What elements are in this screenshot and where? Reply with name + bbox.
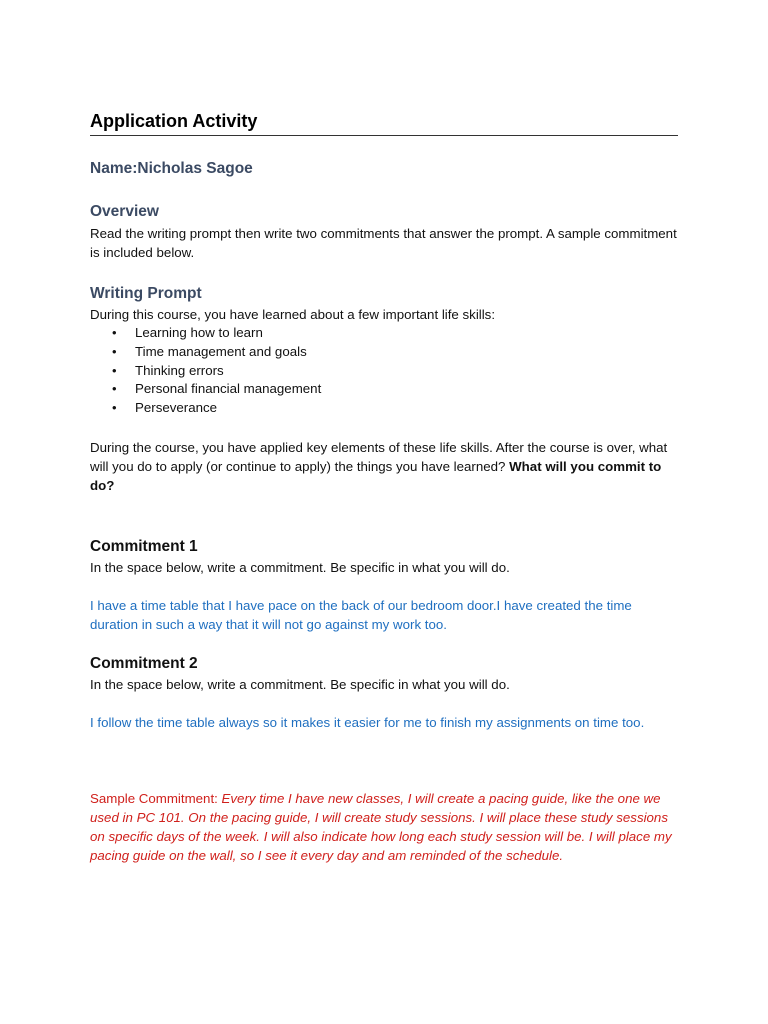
commitment-1-heading: Commitment 1	[90, 538, 198, 555]
overview-text: Read the writing prompt then write two commitments that answer the prompt. A sample commitment is included below.	[90, 226, 677, 260]
prompt-question-bold: What will you commit to do?	[90, 459, 662, 493]
commitment-1-answer: I have a time table that I have pace on the back of our bedroom door.I have created the time duration in such a way that it will not go against my work too.	[90, 598, 632, 632]
commitment-1-instruction: In the space below, write a commitment. Be specific in what you will do.	[90, 560, 510, 575]
sample-commitment-text: Every time I have new classes, I will create a pacing guide, like the one we used in PC 101. On the pacing guide, I will create study sessions. I will place these study sessions on specific days of the week. I will also indicate how long each study session will be. I will place my pacing guide on the wall, so I see it every day and am reminded of the schedule.	[90, 791, 672, 863]
bullet-icon: •	[112, 400, 117, 416]
document-title: Application Activity	[90, 110, 678, 136]
list-item	[90, 380, 321, 399]
commitment-2-heading: Commitment 2	[90, 655, 198, 672]
life-skills-list	[90, 324, 321, 418]
list-item	[90, 324, 321, 343]
writing-prompt-paragraph	[90, 438, 678, 495]
bullet-icon: •	[112, 325, 117, 340]
list-item-label: Time management and goals	[135, 343, 307, 359]
student-name: Name:Nicholas Sagoe	[90, 160, 253, 177]
list-item	[90, 362, 321, 381]
overview-heading: Overview	[90, 203, 159, 220]
commitment-2-instruction: In the space below, write a commitment. Be specific in what you will do.	[90, 677, 510, 692]
list-item-label: Learning how to learn	[135, 325, 263, 340]
prompt-question-text: During the course, you have applied key elements of these life skills. After the course is over, what will you do to apply (or continue to apply) the things you have learned?	[90, 440, 668, 474]
sample-commitment-label: Sample Commitment:	[90, 791, 222, 806]
commitment-2-answer: I follow the time table always so it makes it easier for me to finish my assignments on time too.	[90, 715, 645, 730]
list-item-label: Personal financial management	[135, 381, 322, 397]
writing-prompt-intro: During this course, you have learned about a few important life skills:	[90, 307, 496, 322]
list-item-label: Thinking errors	[135, 362, 224, 378]
bullet-icon: •	[112, 343, 117, 359]
list-item	[90, 343, 321, 362]
writing-prompt-heading: Writing Prompt	[90, 285, 202, 302]
list-item-label: Perseverance	[135, 400, 218, 416]
sample-commitment	[90, 789, 678, 865]
list-item	[90, 399, 321, 418]
bullet-icon: •	[112, 381, 117, 397]
bullet-icon: •	[112, 362, 117, 378]
